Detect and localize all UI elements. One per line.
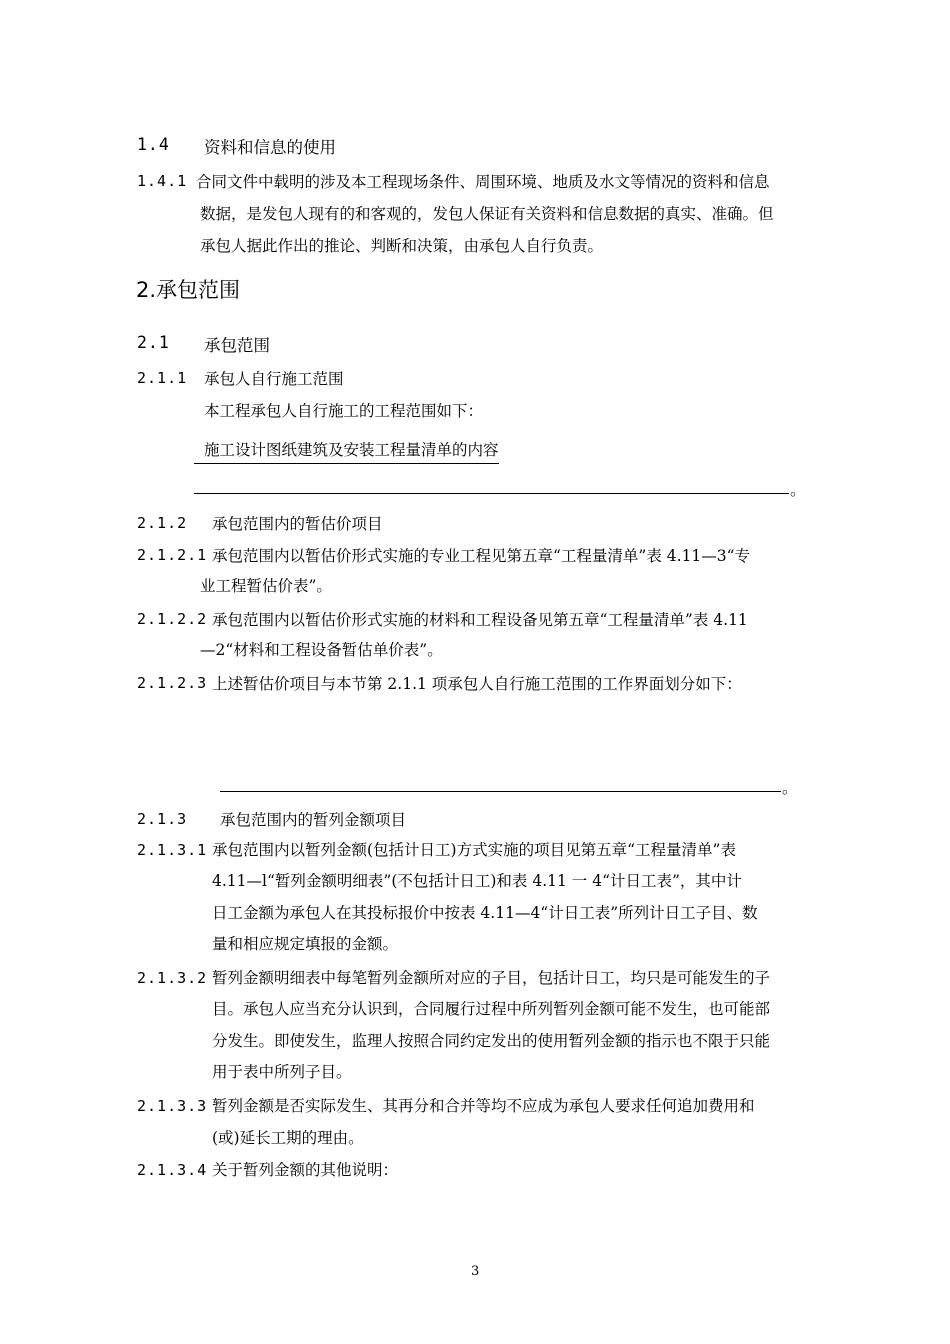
clause-number: 2.1.2.3	[137, 674, 208, 692]
clause-line: 4.11—l“暂列金额明细表”(不包括计日工)和表 4.11 一 4“计日工表”，其中计	[212, 872, 742, 890]
clause-title: 承包范围内的暂列金额项目	[220, 811, 407, 829]
section-number: 2.1	[137, 333, 170, 352]
clause-line: 暂列金额是否实际发生、其再分和合并等均不应成为承包人要求任何追加费用和	[212, 1097, 755, 1115]
clause-line: 承包范围内以暂列金额(包括计日工)方式实施的项目见第五章“工程量清单”表	[212, 841, 736, 859]
clause-number: 2.1.3.3	[137, 1097, 208, 1115]
end-mark: 。	[782, 779, 798, 797]
clause-number: 1.4.1	[137, 172, 188, 190]
clause-number: 2.1.3.4	[137, 1161, 208, 1179]
clause-line: 用于表中所列子目。	[212, 1063, 352, 1081]
clause-line: 业工程暂估价表”。	[200, 577, 332, 595]
clause-line: 承包范围内以暂估价形式实施的材料和工程设备见第五章“工程量清单”表 4.11	[212, 611, 748, 629]
clause-line: 量和相应规定填报的金额。	[212, 935, 399, 953]
blank-fill-line	[194, 493, 789, 494]
scope-fill-in-text: 施工设计图纸建筑及安装工程量清单的内容	[194, 438, 499, 464]
clause-number: 2.1.3.1	[137, 841, 208, 859]
clause-line: 分发生。即使发生，监理人按照合同约定发出的使用暂列金额的指示也不限于只能	[212, 1032, 771, 1050]
clause-line: —2“材料和工程设备暂估单价表”。	[200, 641, 443, 659]
page-number: 3	[471, 1264, 480, 1279]
section-title: 承包范围	[204, 336, 270, 355]
clause-number: 2.1.2	[137, 514, 188, 532]
clause-line: 上述暂估价项目与本节第 2.1.1 项承包人自行施工范围的工作界面划分如下：	[212, 675, 742, 693]
clause-line: 数据，是发包人现有的和客观的，发包人保证有关资料和信息数据的真实、准确。但	[200, 205, 774, 223]
clause-line: 日工金额为承包人在其投标报价中按表 4.11—4“计日工表”所列计日工子目、数	[212, 904, 758, 922]
clause-title: 承包人自行施工范围	[204, 370, 344, 388]
chapter-heading: 2.承包范围	[136, 278, 241, 302]
clause-line: 暂列金额明细表中每笔暂列金额所对应的子目，包括计日工，均只是可能发生的子	[212, 969, 771, 987]
clause-line: 合同文件中载明的涉及本工程现场条件、周围环境、地质及水文等情况的资料和信息	[196, 173, 770, 191]
clause-number: 2.1.2.1	[137, 546, 208, 564]
section-title: 资料和信息的使用	[204, 138, 336, 157]
blank-fill-line	[220, 791, 781, 792]
clause-line: (或)延长工期的理由。	[212, 1129, 364, 1147]
clause-line: 关于暂列金额的其他说明：	[212, 1161, 399, 1179]
clause-number: 2.1.3.2	[137, 969, 208, 987]
clause-intro: 本工程承包人自行施工的工程范围如下：	[204, 402, 484, 420]
clause-title: 承包范围内的暂估价项目	[212, 515, 383, 533]
end-mark: 。	[790, 481, 806, 499]
clause-number: 2.1.3	[137, 810, 188, 828]
clause-line: 目。承包人应当充分认识到，合同履行过程中所列暂列金额可能不发生，也可能部	[212, 1000, 771, 1018]
section-number: 1.4	[137, 135, 170, 154]
clause-line: 承包范围内以暂估价形式实施的专业工程见第五章“工程量清单”表 4.11—3“专	[212, 547, 751, 565]
clause-number: 2.1.2.2	[137, 610, 208, 628]
clause-number: 2.1.1	[137, 369, 188, 387]
clause-line: 承包人据此作出的推论、判断和决策，由承包人自行负责。	[200, 237, 604, 255]
